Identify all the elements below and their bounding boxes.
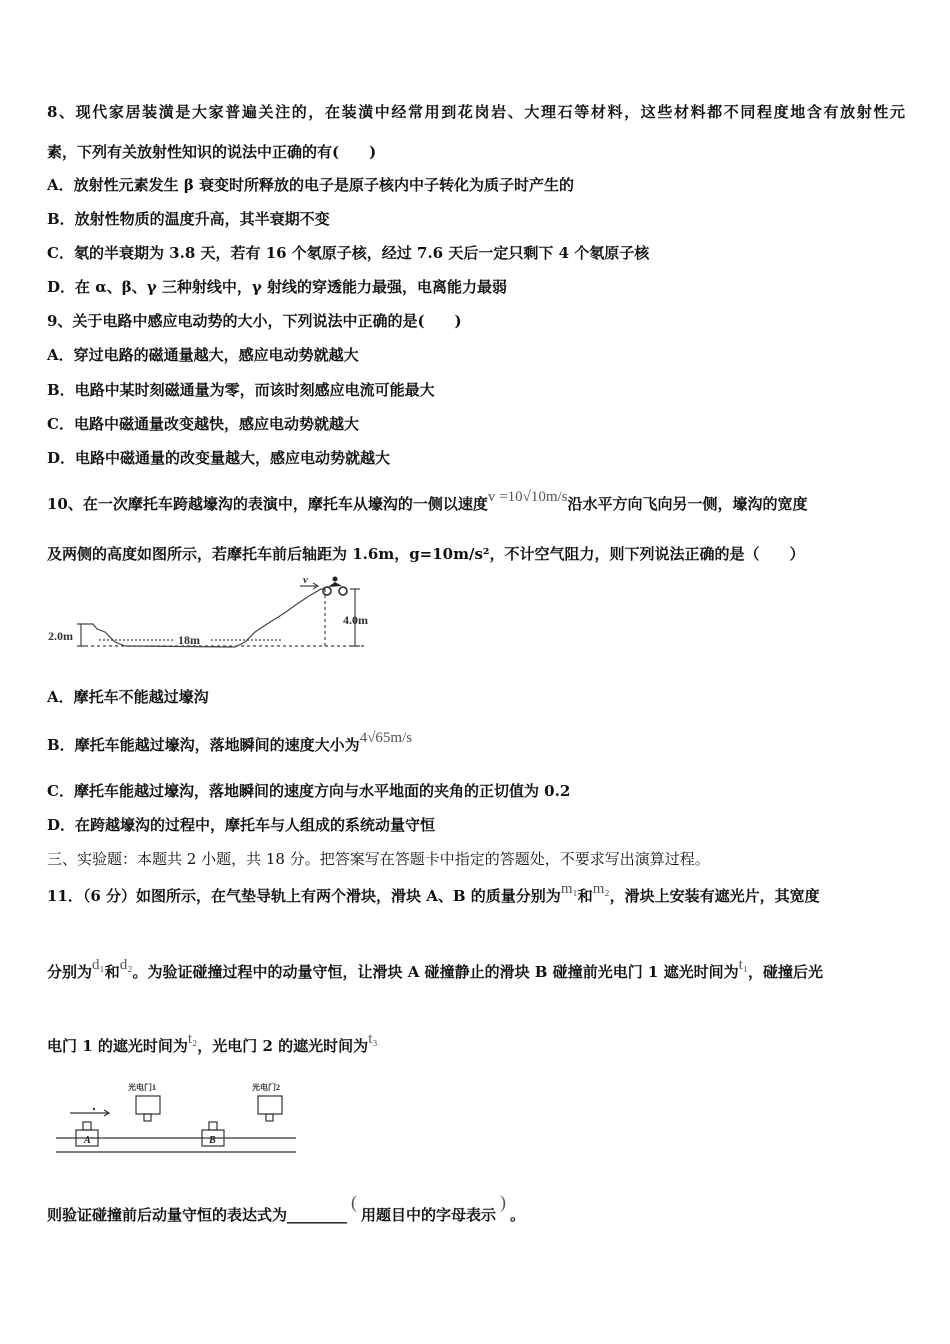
q11-stem-line1 <box>47 881 820 907</box>
right-slope <box>235 589 325 647</box>
q10-velocity-formula: v =10√10m/s <box>487 489 568 505</box>
q11-answer-line <box>47 1192 526 1225</box>
block-a-label: A <box>84 1135 91 1146</box>
q8-option-a: A．放射性元素发生 β 衰变时所释放的电子是原子核内中子转化为质子时产生的 <box>47 176 575 194</box>
gate-2-label: 光电门2 <box>252 1083 280 1092</box>
velocity-label: v <box>303 574 308 586</box>
photogate-1 <box>136 1096 160 1114</box>
q11-t3: t₃ <box>368 1031 378 1047</box>
q10-stem-line2: 及两侧的高度如图所示，若摩托车前后轴距为 1.6m，g=10m/s²，不计空气阻力，则下列说法正确的是（ ） <box>47 545 805 563</box>
q11-stem-d: 。为验证碰撞过程中的动量守恒，让滑块 A 碰撞静止的滑块 B 碰撞前光电门 1 遮光时间为 <box>132 963 739 981</box>
q11-stem-e: ，碰撞后光 <box>748 963 824 981</box>
q11-stem-f: 电门 1 的遮光时间为 <box>47 1037 188 1055</box>
q11-stem-g: ，光电门 2 的遮光时间为 <box>197 1037 369 1055</box>
section-3-heading: 三、实验题：本题共 2 小题，共 18 分。把答案写在答题卡中指定的答题处，不要求写出演算过程。 <box>47 850 710 868</box>
q11-answer-prompt: 则验证碰撞前后动量守恒的表达式为________ <box>47 1206 348 1224</box>
q11-t1: t₁ <box>738 957 748 973</box>
q10-option-c: C．摩托车能越过壕沟，落地瞬间的速度方向与水平地面的夹角的正切值为 0.2 <box>47 782 571 800</box>
q9-option-a: A．穿过电路的磁通量越大，感应电动势就越大 <box>47 346 359 364</box>
left-height-label: 2.0m <box>48 629 73 643</box>
q10-stem-line1 <box>47 489 808 515</box>
left-bank <box>85 624 125 646</box>
q8-option-c: C．氡的半衰期为 3.8 天，若有 16 个氡原子核，经过 7.6 天后一定只剩下 4 个氡原子核 <box>47 244 650 262</box>
right-height-label: 4.0m <box>343 613 368 627</box>
q9-option-c: C．电路中磁通量改变越快，感应电动势就越大 <box>47 415 359 433</box>
q9-stem: 9、关于电路中感应电动势的大小，下列说法中正确的是( ) <box>47 312 462 330</box>
width-label: 18m <box>178 633 200 647</box>
q9-option-d: D．电路中磁通量的改变量越大，感应电动势就越大 <box>47 449 391 467</box>
q8-stem-line1: 8、现代家居装潢是大家普遍关注的，在装潢中经常用到花岗岩、大理石等材料，这些材料都不同程度地含有放射性元 <box>47 103 905 121</box>
motorcycle-icon <box>323 577 347 596</box>
q11-answer-note: 用题目中的字母表示 <box>361 1206 497 1224</box>
q10-option-b-text: B．摩托车能越过壕沟，落地瞬间的速度大小为 <box>47 736 360 754</box>
q11-air-track-figure <box>52 1076 302 1158</box>
q11-stem-line2 <box>47 957 824 983</box>
q8-option-b: B．放射性物质的温度升高，其半衰期不变 <box>47 210 330 228</box>
q10-option-b <box>47 730 413 756</box>
q11-and2: 和 <box>104 963 120 981</box>
q10-stem-after: 沿水平方向飞向另一侧，壕沟的宽度 <box>567 495 808 513</box>
q11-d2: d₂ <box>119 957 133 973</box>
q10-option-b-formula: 4√65m/s <box>359 730 413 746</box>
q11-paren-open: ( <box>351 1192 358 1212</box>
q11-stem-a: 11．（6 分）如图所示，在气垫导轨上有两个滑块，滑块 A、B 的质量分别为 <box>47 887 561 905</box>
q8-option-d: D．在 α、β、γ 三种射线中，γ 射线的穿透能力最强，电离能力最弱 <box>47 278 507 296</box>
q11-t2: t₂ <box>187 1031 198 1047</box>
q11-stem-c: 分别为 <box>47 963 93 981</box>
q11-stem-b: ，滑块上安装有遮光片，其宽度 <box>609 887 820 905</box>
q8-stem-line2: 素，下列有关放射性知识的说法中正确的有( ) <box>47 143 377 161</box>
q11-answer-period: 。 <box>510 1206 526 1224</box>
q11-m2: m₂ <box>592 881 610 897</box>
photogate-2 <box>258 1096 282 1114</box>
q9-option-b: B．电路中某时刻磁通量为零，而该时刻感应电流可能最大 <box>47 381 435 399</box>
q10-option-a: A．摩托车不能越过壕沟 <box>47 688 209 706</box>
q11-stem-line3 <box>47 1031 378 1057</box>
q11-m1: m₁ <box>560 881 578 897</box>
q10-ditch-figure <box>45 574 385 662</box>
q11-d1: d₁ <box>92 957 105 973</box>
q10-option-d: D．在跨越壕沟的过程中，摩托车与人组成的系统动量守恒 <box>47 816 436 834</box>
q11-paren-close: ) <box>500 1192 507 1212</box>
q11-and1: 和 <box>577 887 593 905</box>
gate-1-label: 光电门1 <box>128 1083 156 1092</box>
block-b-label: B <box>209 1135 216 1146</box>
q10-stem-before: 10、在一次摩托车跨越壕沟的表演中，摩托车从壕沟的一侧以速度 <box>47 495 488 513</box>
